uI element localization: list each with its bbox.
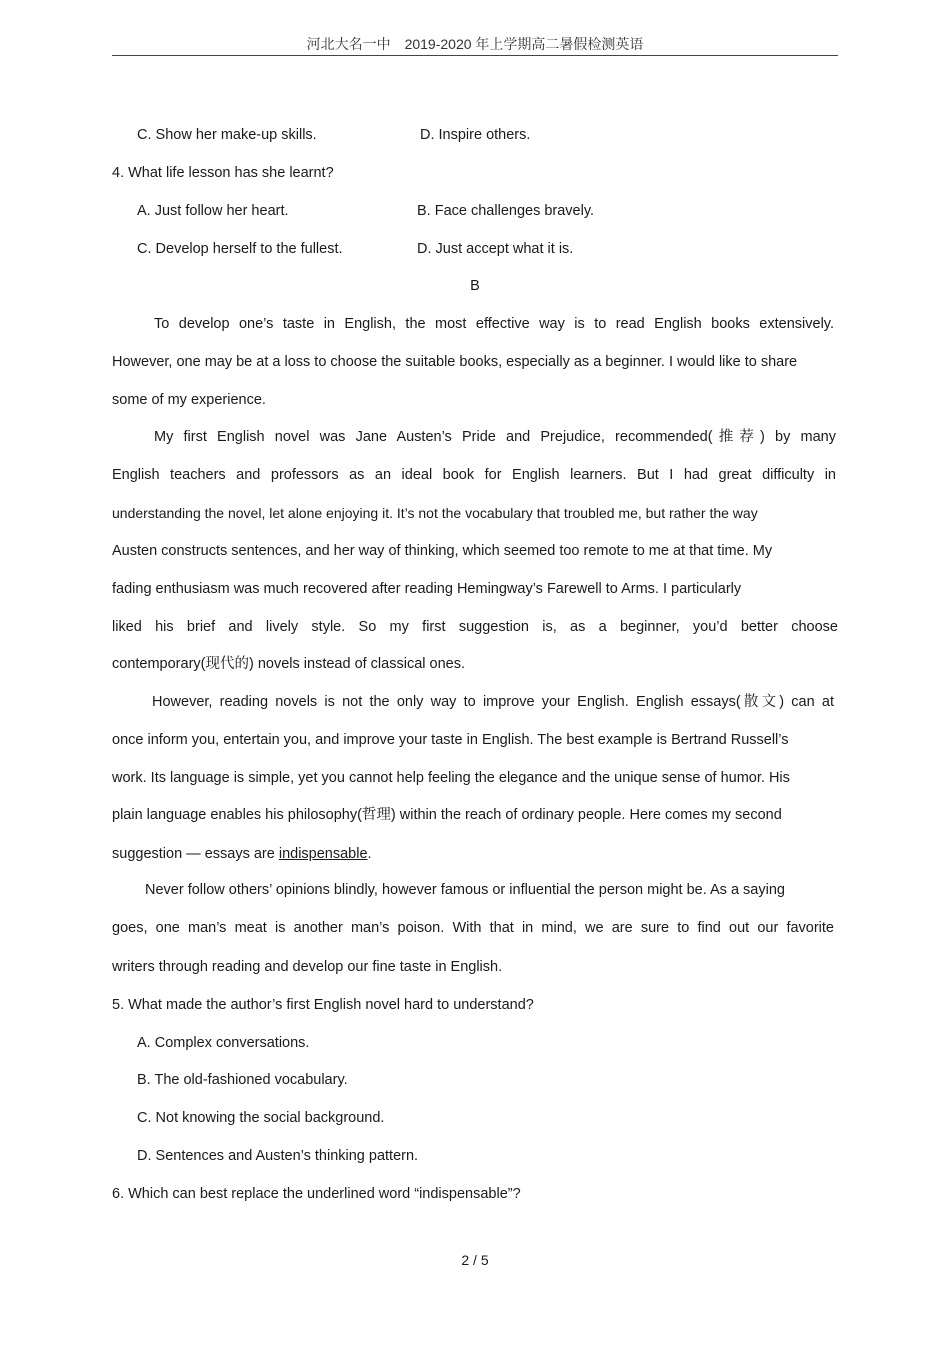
section-label: B	[470, 278, 480, 294]
passage-p3-line5	[112, 845, 372, 863]
passage-p3-line4: plain language enables his philosophy(哲理) within the reach of ordinary people. Here comes my second	[112, 807, 782, 823]
passage-p2-line4: Austen constructs sentences, and her way of thinking, which seemed too remote to me at that time. My	[112, 543, 773, 559]
q4-option-d: D. Just accept what it is.	[417, 241, 574, 257]
q3-option-c: C. Show her make-up skills.	[137, 127, 317, 143]
passage-p3-line2: once inform you, entertain you, and improve your taste in English. The best example is Bertrand Russell’s	[112, 732, 789, 748]
passage-p4-line3: writers through reading and develop our fine taste in English.	[112, 959, 503, 975]
q4-option-c: C. Develop herself to the fullest.	[137, 241, 343, 257]
passage-p2-line7: contemporary(现代的) novels instead of classical ones.	[112, 656, 465, 672]
q5-option-b: B. The old-fashioned vocabulary.	[137, 1072, 348, 1088]
q4-option-a: A. Just follow her heart.	[137, 203, 289, 219]
passage-p4-line2: goes, one man’s meat is another man’s poison. With that in mind, we are sure to find out our favorite	[112, 920, 834, 936]
passage-p3-line5-prefix: suggestion — essays are	[112, 846, 279, 862]
page-number: 2 / 5	[461, 1252, 489, 1268]
q6-stem: 6. Which can best replace the underlined word “indispensable”?	[112, 1186, 521, 1202]
passage-p1-line2: However, one may be at a loss to choose the suitable books, especially as a beginner. I would like to share	[112, 354, 798, 370]
passage-p1-line3: some of my experience.	[112, 392, 266, 408]
passage-p2-line1: My first English novel was Jane Austen’s Pride and Prejudice, recommended(推荐) by many	[154, 429, 836, 445]
q3-option-d: D. Inspire others.	[420, 127, 531, 143]
passage-p3-line3: work. Its language is simple, yet you cannot help feeling the elegance and the unique sense of humor. His	[112, 770, 790, 786]
q5-option-d: D. Sentences and Austen’s thinking pattern.	[137, 1148, 419, 1164]
q4-stem: 4. What life lesson has she learnt?	[112, 165, 334, 181]
q5-option-a: A. Complex conversations.	[137, 1035, 310, 1051]
passage-p2-line5: fading enthusiasm was much recovered after reading Hemingway’s Farewell to Arms. I particularly	[112, 581, 742, 597]
passage-p3-line1: However, reading novels is not the only way to improve your English. English essays(散文) can at	[152, 694, 834, 710]
passage-p4-line1: Never follow others’ opinions blindly, however famous or influential the person might be. As a saying	[145, 882, 785, 898]
passage-p1-line1: To develop one’s taste in English, the most effective way is to read English books extensively.	[154, 316, 834, 332]
passage-p3-line5-suffix: .	[367, 846, 372, 862]
passage-p2-line2: English teachers and professors as an ideal book for English learners. But I had great difficulty in	[112, 467, 836, 483]
passage-p2-line3: understanding the novel, let alone enjoying it. It’s not the vocabulary that troubled me, but rather the way	[112, 505, 758, 521]
q5-option-c: C. Not knowing the social background.	[137, 1110, 385, 1126]
q5-stem: 5. What made the author’s first English novel hard to understand?	[112, 997, 534, 1013]
header-divider	[112, 55, 838, 56]
passage-p2-line6: liked his brief and lively style. So my first suggestion is, as a beginner, you’d better choose	[112, 619, 838, 635]
page-header: 河北大名一中 2019-2020 年上学期高二暑假检测英语	[306, 36, 644, 52]
q4-option-b: B. Face challenges bravely.	[417, 203, 595, 219]
underlined-word: indispensable	[278, 846, 368, 862]
